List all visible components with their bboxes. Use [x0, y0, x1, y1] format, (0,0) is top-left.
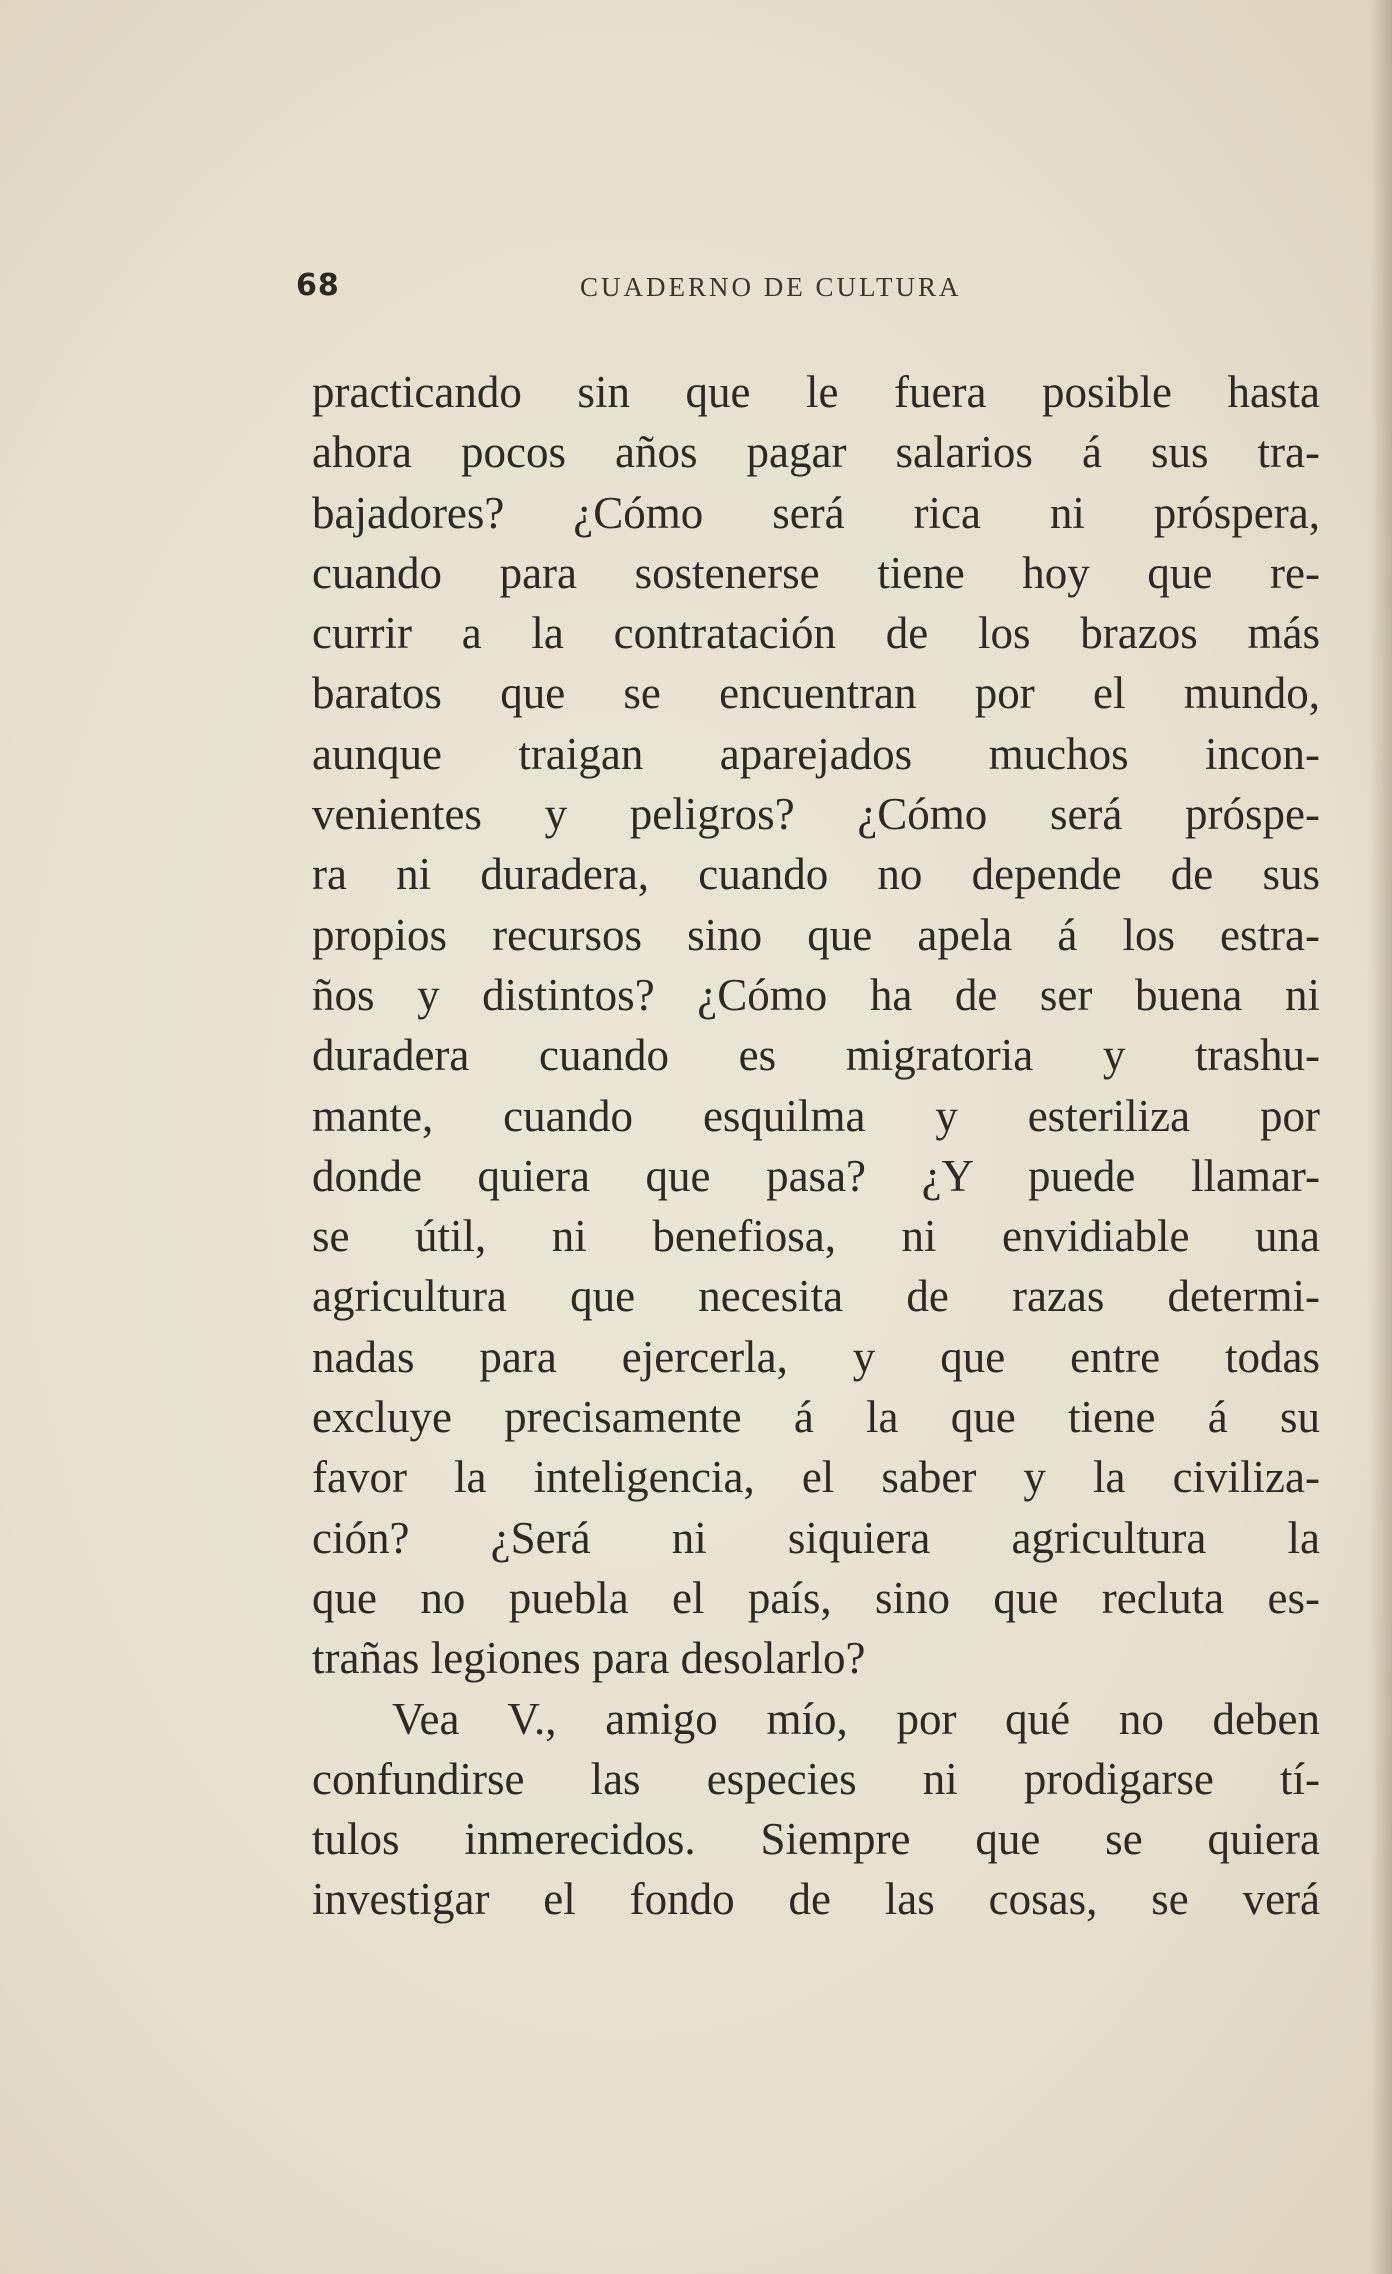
text-line: trañas legiones para desolarlo? [312, 1633, 866, 1684]
text-line: Vea V., amigo mío, por qué no deben [392, 1693, 1320, 1744]
text-line: ños y distintos? ¿Cómo ha de ser buena ni [312, 969, 1320, 1020]
page-edge-shadow [1370, 0, 1392, 2274]
running-head: CUADERNO DE CULTURA [580, 272, 962, 302]
text-line: cuando para sostenerse tiene hoy que re- [312, 547, 1320, 598]
text-line: donde quiera que pasa? ¿Y puede llamar- [312, 1150, 1320, 1201]
text-line: aunque traigan aparejados muchos incon- [312, 728, 1320, 779]
text-line: baratos que se encuentran por el mundo, [312, 668, 1320, 719]
paragraph-2 [312, 1689, 1320, 1930]
text-line: propios recursos sino que apela á los estra- [312, 909, 1320, 960]
page-number: 68 [296, 268, 340, 303]
text-line: venientes y peligros? ¿Cómo será próspe- [312, 789, 1320, 840]
text-line: favor la inteligencia, el saber y la civiliza- [312, 1452, 1320, 1503]
text-line: practicando sin que le fuera posible hasta [312, 367, 1320, 417]
text-line: se útil, ni benefiosa, ni envidiable una [312, 1211, 1320, 1262]
text-line: agricultura que necesita de razas determi- [312, 1271, 1320, 1322]
text-line: ahora pocos años pagar salarios á sus tra- [312, 427, 1320, 478]
text-line: nadas para ejercerla, y que entre todas [312, 1331, 1320, 1382]
text-line: que no puebla el país, sino que recluta es- [312, 1572, 1320, 1623]
body-text [312, 362, 1320, 1930]
text-line: ción? ¿Será ni siquiera agricultura la [312, 1512, 1320, 1563]
text-line: ra ni duradera, cuando no depende de sus [312, 849, 1320, 900]
text-line: duradera cuando es migratoria y trashu- [312, 1030, 1320, 1081]
text-line: confundirse las especies ni prodigarse tí- [312, 1753, 1320, 1804]
text-line: excluye precisamente á la que tiene á su [312, 1392, 1320, 1443]
text-line: tulos inmerecidos. Siempre que se quiera [312, 1814, 1320, 1865]
text-line: bajadores? ¿Cómo será rica ni próspera, [312, 487, 1320, 538]
page-header [296, 268, 1328, 312]
paragraph-1 [312, 362, 1320, 1689]
text-line: currir a la contratación de los brazos más [312, 608, 1320, 659]
text-line: investigar el fondo de las cosas, se verá [312, 1874, 1320, 1925]
text-line: mante, cuando esquilma y esteriliza por [312, 1090, 1320, 1141]
